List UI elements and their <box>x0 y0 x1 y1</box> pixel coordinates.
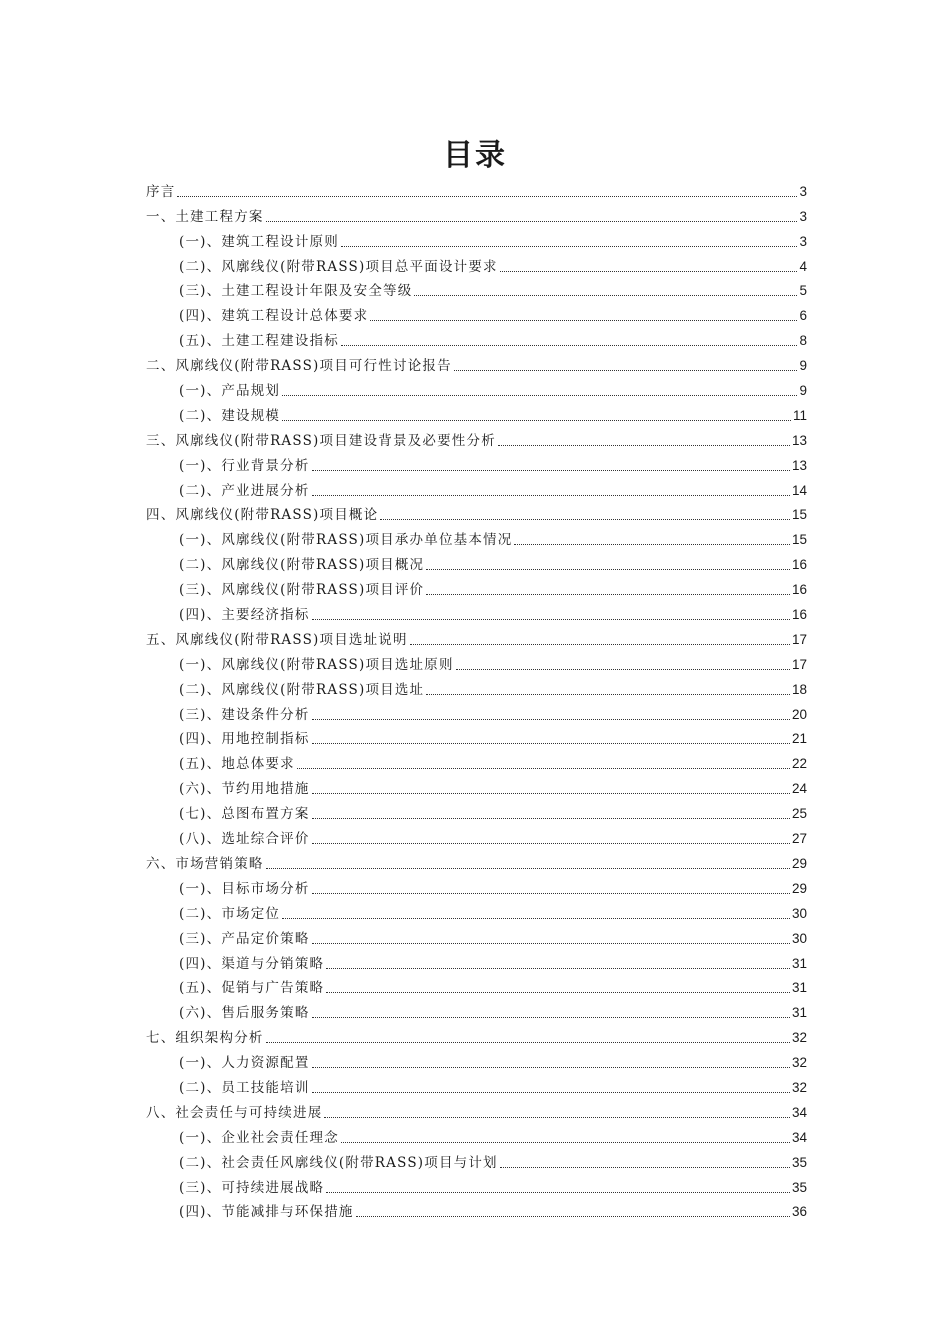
toc-entry-label: (五)、土建工程建设指标 <box>179 333 339 350</box>
toc-entry-page: 30 <box>791 905 807 921</box>
toc-entry-page: 29 <box>791 880 807 896</box>
toc-entry-label: 五、风廓线仪(附带RASS)项目选址说明 <box>146 631 408 648</box>
toc-entry[interactable] <box>146 798 807 823</box>
toc-entry[interactable] <box>146 475 807 500</box>
toc-entry-page: 14 <box>791 482 807 498</box>
toc-entry-label: (八)、选址综合评价 <box>179 831 310 848</box>
toc-leader-dots <box>312 743 790 744</box>
toc-entry[interactable] <box>146 973 807 998</box>
toc-entry-page: 4 <box>799 258 807 274</box>
toc-leader-dots <box>312 818 790 819</box>
toc-entry-page: 5 <box>799 283 807 299</box>
toc-leader-dots <box>454 370 798 371</box>
toc-entry[interactable] <box>146 549 807 574</box>
toc-leader-dots <box>297 768 790 769</box>
toc-entry[interactable] <box>146 923 807 948</box>
toc-entry-label: (一)、建筑工程设计原则 <box>179 233 339 250</box>
toc-leader-dots <box>426 569 790 570</box>
toc-entry-page: 3 <box>799 233 807 249</box>
toc-leader-dots <box>370 320 797 321</box>
toc-entry-label: (四)、用地控制指标 <box>179 731 310 748</box>
toc-entry-label: 一、土建工程方案 <box>146 208 264 225</box>
toc-leader-dots <box>326 1192 790 1193</box>
toc-entry-label: 序言 <box>146 183 176 200</box>
toc-leader-dots <box>456 669 790 670</box>
toc-leader-dots <box>341 246 798 247</box>
toc-entry-label: (二)、风廓线仪(附带RASS)项目概况 <box>179 557 425 574</box>
toc-leader-dots <box>380 519 790 520</box>
toc-entry-label: (七)、总图布置方案 <box>179 806 310 823</box>
toc-entry-label: (一)、风廓线仪(附带RASS)项目选址原则 <box>179 656 454 673</box>
toc-entry-label: (三)、风廓线仪(附带RASS)项目评价 <box>179 582 425 599</box>
toc-entry-label: 六、市场营销策略 <box>146 855 264 872</box>
toc-leader-dots <box>312 495 790 496</box>
toc-entry-label: (六)、售后服务策略 <box>179 1005 310 1022</box>
toc-entry[interactable] <box>146 251 807 276</box>
toc-leader-dots <box>312 793 790 794</box>
toc-entry-page: 32 <box>791 1030 807 1046</box>
toc-entry-label: (一)、人力资源配置 <box>179 1055 310 1072</box>
toc-entry-page: 17 <box>791 631 807 647</box>
toc-entry-label: 八、社会责任与可持续进展 <box>146 1104 323 1121</box>
toc-leader-dots <box>312 1092 790 1093</box>
toc-entry-page: 15 <box>791 507 807 523</box>
toc-entry-page: 31 <box>791 955 807 971</box>
toc-entry-page: 11 <box>792 407 807 423</box>
toc-entry-label: (四)、渠道与分销策略 <box>179 955 325 972</box>
toc-leader-dots <box>426 694 790 695</box>
toc-entry[interactable] <box>146 898 807 923</box>
toc-entry-page: 25 <box>791 806 807 822</box>
toc-entry-page: 31 <box>791 980 807 996</box>
toc-leader-dots <box>341 1142 790 1143</box>
toc-leader-dots <box>266 1042 790 1043</box>
toc-entry-page: 24 <box>791 781 807 797</box>
toc-entry-label: (一)、目标市场分析 <box>179 880 310 897</box>
toc-entry-label: (六)、节约用地措施 <box>179 781 310 798</box>
toc-entry[interactable] <box>146 649 807 674</box>
toc-entry[interactable] <box>146 1172 807 1197</box>
toc-entry[interactable] <box>146 226 807 251</box>
toc-entry-page: 18 <box>791 681 807 697</box>
toc-entry[interactable] <box>146 1147 807 1172</box>
toc-entry[interactable] <box>146 574 807 599</box>
toc-entry-page: 27 <box>791 831 807 847</box>
toc-entry[interactable] <box>146 873 807 898</box>
toc-entry-label: (二)、产业进展分析 <box>179 482 310 499</box>
toc-entry-label: (二)、建设规模 <box>179 407 281 424</box>
toc-entry[interactable] <box>146 674 807 699</box>
toc-entry[interactable] <box>146 524 807 549</box>
toc-entry-page: 8 <box>799 333 807 349</box>
toc-entry[interactable] <box>146 1097 807 1122</box>
toc-entry[interactable] <box>146 773 807 798</box>
toc-entry[interactable] <box>146 375 807 400</box>
toc-entry-label: 三、风廓线仪(附带RASS)项目建设背景及必要性分析 <box>146 432 496 449</box>
toc-entry-label: 二、风廓线仪(附带RASS)项目可行性讨论报告 <box>146 358 452 375</box>
toc-entry-page: 9 <box>799 358 807 374</box>
toc-entry[interactable] <box>146 823 807 848</box>
toc-entry[interactable] <box>146 400 807 425</box>
toc-entry-page: 9 <box>799 383 807 399</box>
toc-entry-page: 35 <box>791 1179 807 1195</box>
toc-leader-dots <box>266 221 798 222</box>
toc-entry[interactable] <box>146 450 807 475</box>
toc-leader-dots <box>500 271 798 272</box>
toc-entry-label: (四)、建筑工程设计总体要求 <box>179 308 369 325</box>
toc-leader-dots <box>410 644 790 645</box>
toc-leader-dots <box>282 395 797 396</box>
toc-entry-page: 30 <box>791 930 807 946</box>
toc-entry-page: 17 <box>791 656 807 672</box>
toc-leader-dots <box>312 719 790 720</box>
toc-entry[interactable] <box>146 1022 807 1047</box>
toc-entry-page: 31 <box>791 1005 807 1021</box>
toc-entry-page: 29 <box>791 855 807 871</box>
toc-entry-label: (二)、市场定位 <box>179 905 281 922</box>
toc-entry[interactable] <box>146 1072 807 1097</box>
toc-entry-page: 13 <box>791 432 807 448</box>
toc-entry-label: 四、风廓线仪(附带RASS)项目概论 <box>146 507 379 524</box>
toc-entry[interactable] <box>146 201 807 226</box>
toc-entry-page: 16 <box>791 582 807 598</box>
toc-entry-page: 13 <box>791 457 807 473</box>
toc-entry-page: 32 <box>791 1055 807 1071</box>
toc-entry[interactable] <box>146 948 807 973</box>
toc-leader-dots <box>312 943 790 944</box>
toc-leader-dots <box>282 420 791 421</box>
toc-entry[interactable] <box>146 997 807 1022</box>
toc-entry-page: 15 <box>791 532 807 548</box>
toc-entry-label: (二)、风廓线仪(附带RASS)项目选址 <box>179 681 425 698</box>
toc-leader-dots <box>312 893 790 894</box>
toc-entry-label: (三)、产品定价策略 <box>179 930 310 947</box>
toc-entry[interactable] <box>146 500 807 525</box>
toc-entry-page: 16 <box>791 557 807 573</box>
toc-leader-dots <box>498 445 790 446</box>
toc-entry-label: 七、组织架构分析 <box>146 1030 264 1047</box>
toc-entry-page: 35 <box>791 1154 807 1170</box>
toc-entry[interactable] <box>146 425 807 450</box>
toc-entry-label: (二)、员工技能培训 <box>179 1079 310 1096</box>
toc-leader-dots <box>177 196 797 197</box>
toc-entry-page: 3 <box>799 208 807 224</box>
toc-entry-label: (二)、社会责任风廓线仪(附带RASS)项目与计划 <box>179 1154 498 1171</box>
toc-entry-label: (四)、节能减排与环保措施 <box>179 1204 354 1221</box>
toc-entry-page: 6 <box>799 308 807 324</box>
toc-entry-label: (四)、主要经济指标 <box>179 607 310 624</box>
toc-entry-label: (五)、促销与广告策略 <box>179 980 325 997</box>
toc-leader-dots <box>312 1017 790 1018</box>
toc-entry[interactable] <box>146 624 807 649</box>
toc-entry-label: (三)、建设条件分析 <box>179 706 310 723</box>
toc-leader-dots <box>414 295 797 296</box>
toc-entry-page: 20 <box>791 706 807 722</box>
toc-leader-dots <box>312 843 790 844</box>
toc-leader-dots <box>514 544 790 545</box>
toc-entry-page: 21 <box>791 731 807 747</box>
toc-entry[interactable] <box>146 1197 807 1222</box>
toc-leader-dots <box>356 1216 790 1217</box>
toc-list <box>146 176 807 1221</box>
toc-entry[interactable] <box>146 176 807 201</box>
toc-entry-label: (一)、企业社会责任理念 <box>179 1129 339 1146</box>
toc-entry-page: 22 <box>791 756 807 772</box>
toc-entry-label: (三)、可持续进展战略 <box>179 1179 325 1196</box>
toc-title: 目录 <box>443 138 507 173</box>
toc-leader-dots <box>326 992 790 993</box>
toc-entry[interactable] <box>146 276 807 301</box>
toc-leader-dots <box>326 968 790 969</box>
toc-entry-label: (三)、土建工程设计年限及安全等级 <box>179 283 413 300</box>
toc-entry[interactable] <box>146 748 807 773</box>
toc-leader-dots <box>282 918 790 919</box>
toc-entry-label: (一)、行业背景分析 <box>179 457 310 474</box>
toc-leader-dots <box>341 345 798 346</box>
toc-entry[interactable] <box>146 724 807 749</box>
toc-entry[interactable] <box>146 300 807 325</box>
toc-entry-page: 36 <box>791 1204 807 1220</box>
toc-entry-page: 34 <box>791 1104 807 1120</box>
toc-leader-dots <box>426 594 790 595</box>
toc-entry-label: (二)、风廓线仪(附带RASS)项目总平面设计要求 <box>179 258 498 275</box>
toc-leader-dots <box>312 619 790 620</box>
toc-entry[interactable] <box>146 699 807 724</box>
toc-entry-page: 16 <box>791 607 807 623</box>
toc-entry-label: (五)、地总体要求 <box>179 756 295 773</box>
toc-leader-dots <box>266 868 790 869</box>
toc-entry[interactable] <box>146 599 807 624</box>
toc-entry-page: 34 <box>791 1129 807 1145</box>
toc-entry-label: (一)、风廓线仪(附带RASS)项目承办单位基本情况 <box>179 532 513 549</box>
toc-leader-dots <box>312 1067 790 1068</box>
toc-leader-dots <box>500 1167 790 1168</box>
toc-entry[interactable] <box>146 1047 807 1072</box>
toc-entry[interactable] <box>146 350 807 375</box>
toc-leader-dots <box>324 1117 790 1118</box>
toc-entry-page: 32 <box>791 1079 807 1095</box>
toc-entry[interactable] <box>146 1122 807 1147</box>
toc-leader-dots <box>312 470 790 471</box>
toc-entry[interactable] <box>146 325 807 350</box>
toc-entry[interactable] <box>146 848 807 873</box>
toc-entry-label: (一)、产品规划 <box>179 383 281 400</box>
toc-entry-page: 3 <box>799 183 807 199</box>
